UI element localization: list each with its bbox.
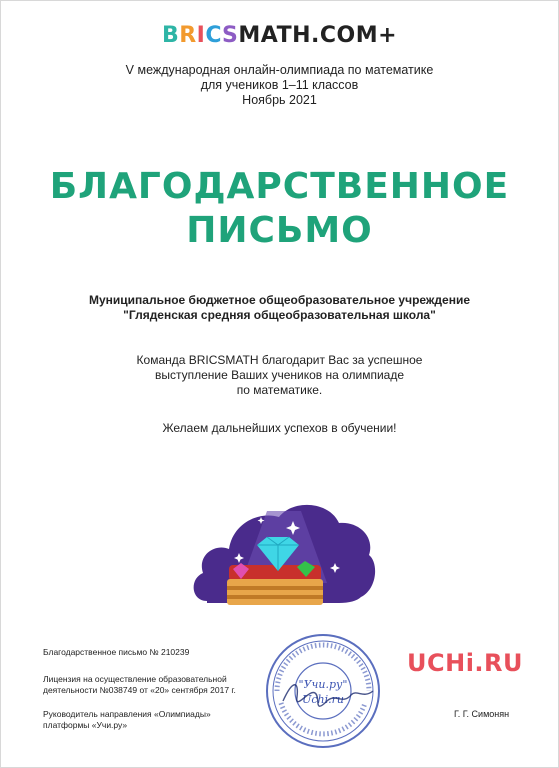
wish-text: Желаем дальнейших успехов в обучении! <box>162 421 397 435</box>
logo-colored-letters <box>162 23 238 48</box>
logo-letter: R <box>179 23 197 48</box>
logo-letter: C <box>205 23 223 48</box>
message-line-1: Команда BRICSMATH благодарит Вас за успешное <box>136 353 423 367</box>
treasure-chest-illustration <box>189 493 379 615</box>
olympiad-date: Ноябрь 2021 <box>242 93 317 107</box>
message-line-2: выступление Ваших учеников на олимпиаде <box>154 368 405 382</box>
thanks-message <box>1 353 558 398</box>
uchi-ru-logo: UCHi.RU <box>407 649 523 677</box>
recipient-line-2: "Гляденская средняя общеобразовательная школа" <box>123 308 436 322</box>
bricsmath-logo <box>1 23 558 48</box>
title-line-2: ПИСЬМО <box>186 210 373 251</box>
chest-body <box>227 579 323 605</box>
recipient-organization <box>1 293 558 323</box>
logo-letter: B <box>161 23 180 48</box>
stamp-center-line-2: Uchi.ru <box>302 693 344 706</box>
logo-rest-text: MATH.COM+ <box>238 23 398 48</box>
recipient-line-1: Муниципальное бюджетное общеобразовательное учреждение <box>88 293 471 307</box>
signer-name: Г. Г. Симонян <box>454 709 510 719</box>
title-line-1: БЛАГОДАРСТВЕННОЕ <box>49 166 510 207</box>
olympiad-grades: для учеников 1–11 классов <box>200 78 359 92</box>
message-line-3: по математике. <box>236 383 323 397</box>
organization-stamp <box>263 631 383 751</box>
license-info <box>43 674 236 696</box>
stamp-center-line-1: "Учи.ру" <box>298 678 348 691</box>
signatory-position <box>43 709 211 731</box>
logo-letter: I <box>196 23 206 48</box>
document-title <box>1 165 558 253</box>
letter-number: Благодарственное письмо № 210239 <box>43 647 190 657</box>
license-line-1: Лицензия на осуществление образовательной <box>43 674 227 684</box>
olympiad-name: V международная онлайн-олимпиада по математике <box>125 63 434 77</box>
license-line-2: деятельности №038749 от «20» сентября 2017 г. <box>43 685 236 695</box>
position-line-1: Руководитель направления «Олимпиады» <box>43 709 211 719</box>
logo-letter: S <box>222 23 239 48</box>
olympiad-header <box>1 63 558 108</box>
position-line-2: платформы «Учи.ру» <box>43 720 128 730</box>
